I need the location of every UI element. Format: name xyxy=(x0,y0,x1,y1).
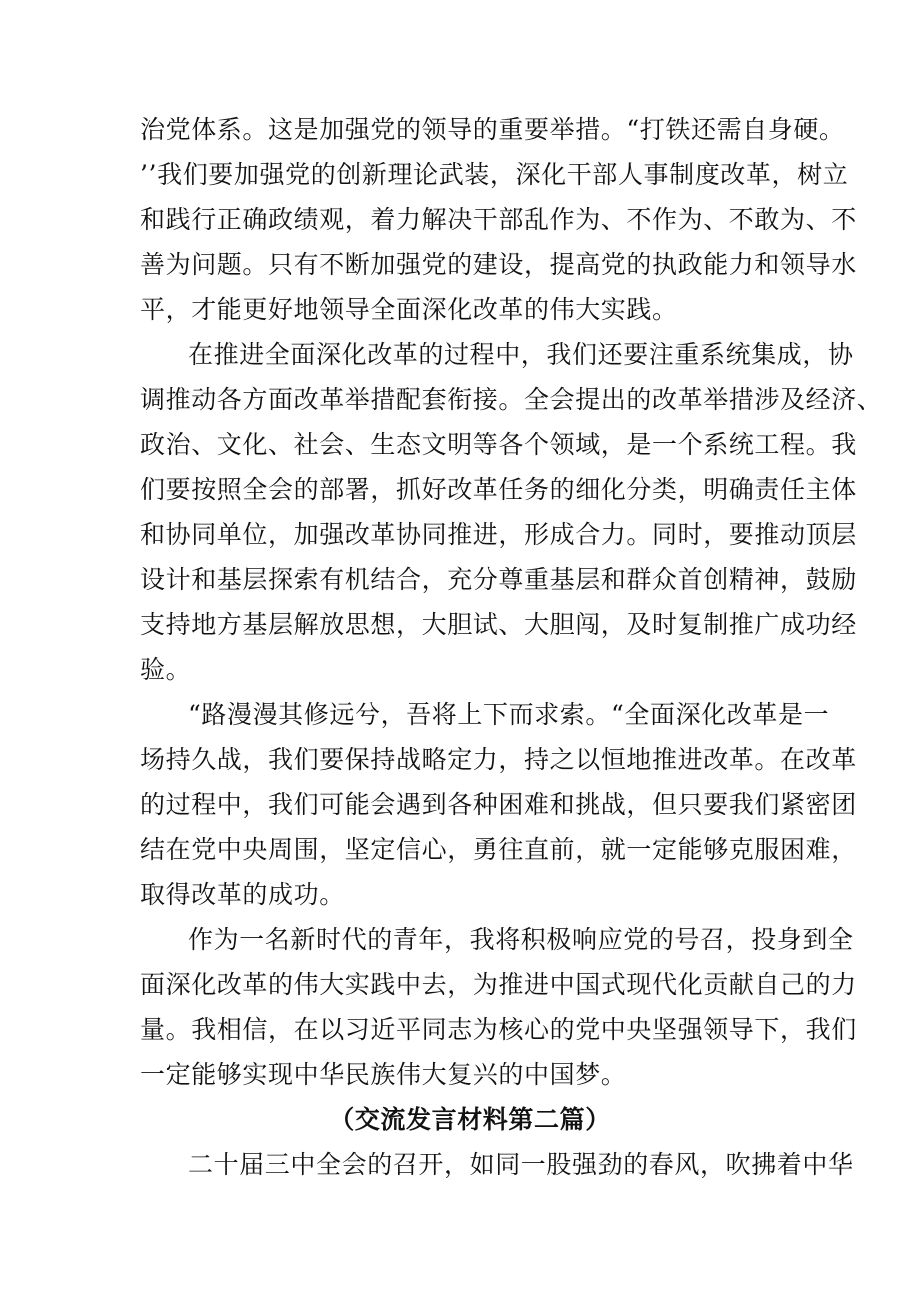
text-line: 和践行正确政绩观，着力解决干部乱作为、不作为、不敢为、不 xyxy=(140,205,857,234)
text-line: 在推进全面深化改革的过程中，我们还要注重系统集成，协 xyxy=(188,340,854,369)
text-line: 支持地方基层解放思想，大胆试、大胆闯，及时复制推广成功经 xyxy=(140,610,857,639)
text-line: 平，才能更好地领导全面深化改革的伟大实践。 xyxy=(140,295,678,324)
text-line: 设计和基层探索有机结合，充分尊重基层和群众首创精神，鼓励 xyxy=(140,565,857,594)
text-line: 结在党中央周围，坚定信心，勇往直前，就一定能够克服困难， xyxy=(140,835,857,864)
text-line: 和协同单位，加强改革协同推进，形成合力。同时，要推动顶层 xyxy=(140,520,857,549)
text-line: 政治、文化、社会、生态文明等各个领域，是一个系统工程。我 xyxy=(140,430,857,459)
text-line: 取得改革的成功。 xyxy=(140,880,345,909)
text-line: ’’我们要加强党的创新理论武装，深化干部人事制度改革，树立 xyxy=(140,160,849,189)
text-line: 量。我相信，在以习近平同志为核心的党中央坚强领导下，我们 xyxy=(140,1015,857,1044)
text-line: 治党体系。这是加强党的领导的重要举措。“打铁还需自身硬。 xyxy=(140,115,845,144)
text-line: 调推动各方面改革举措配套衔接。全会提出的改革举措涉及经济、 xyxy=(140,385,883,414)
text-line: 们要按照全会的部署，抓好改革任务的细化分类，明确责任主体 xyxy=(140,475,857,504)
text-line: 一定能够实现中华民族伟大复兴的中国梦。 xyxy=(140,1060,627,1089)
text-line: 场持久战，我们要保持战略定力，持之以恒地推进改革。在改革 xyxy=(140,745,857,774)
section-heading: （交流发言材料第二篇） xyxy=(329,1105,611,1134)
text-line: 验。 xyxy=(140,655,192,684)
text-line: 的过程中，我们可能会遇到各种困难和挑战，但只要我们紧密团 xyxy=(140,790,857,819)
text-line: “路漫漫其修远兮，吾将上下而求索。“全面深化改革是一 xyxy=(188,700,830,729)
text-line: 作为一名新时代的青年，我将积极响应党的号召，投身到全 xyxy=(188,925,854,954)
text-line: 面深化改革的伟大实践中去，为推进中国式现代化贡献自己的力 xyxy=(140,970,857,999)
text-line: 二十届三中全会的召开，如同一股强劲的春风，吹拂着中华 xyxy=(188,1150,854,1179)
text-line: 善为问题。只有不断加强党的建设，提高党的执政能力和领导水 xyxy=(140,250,857,279)
